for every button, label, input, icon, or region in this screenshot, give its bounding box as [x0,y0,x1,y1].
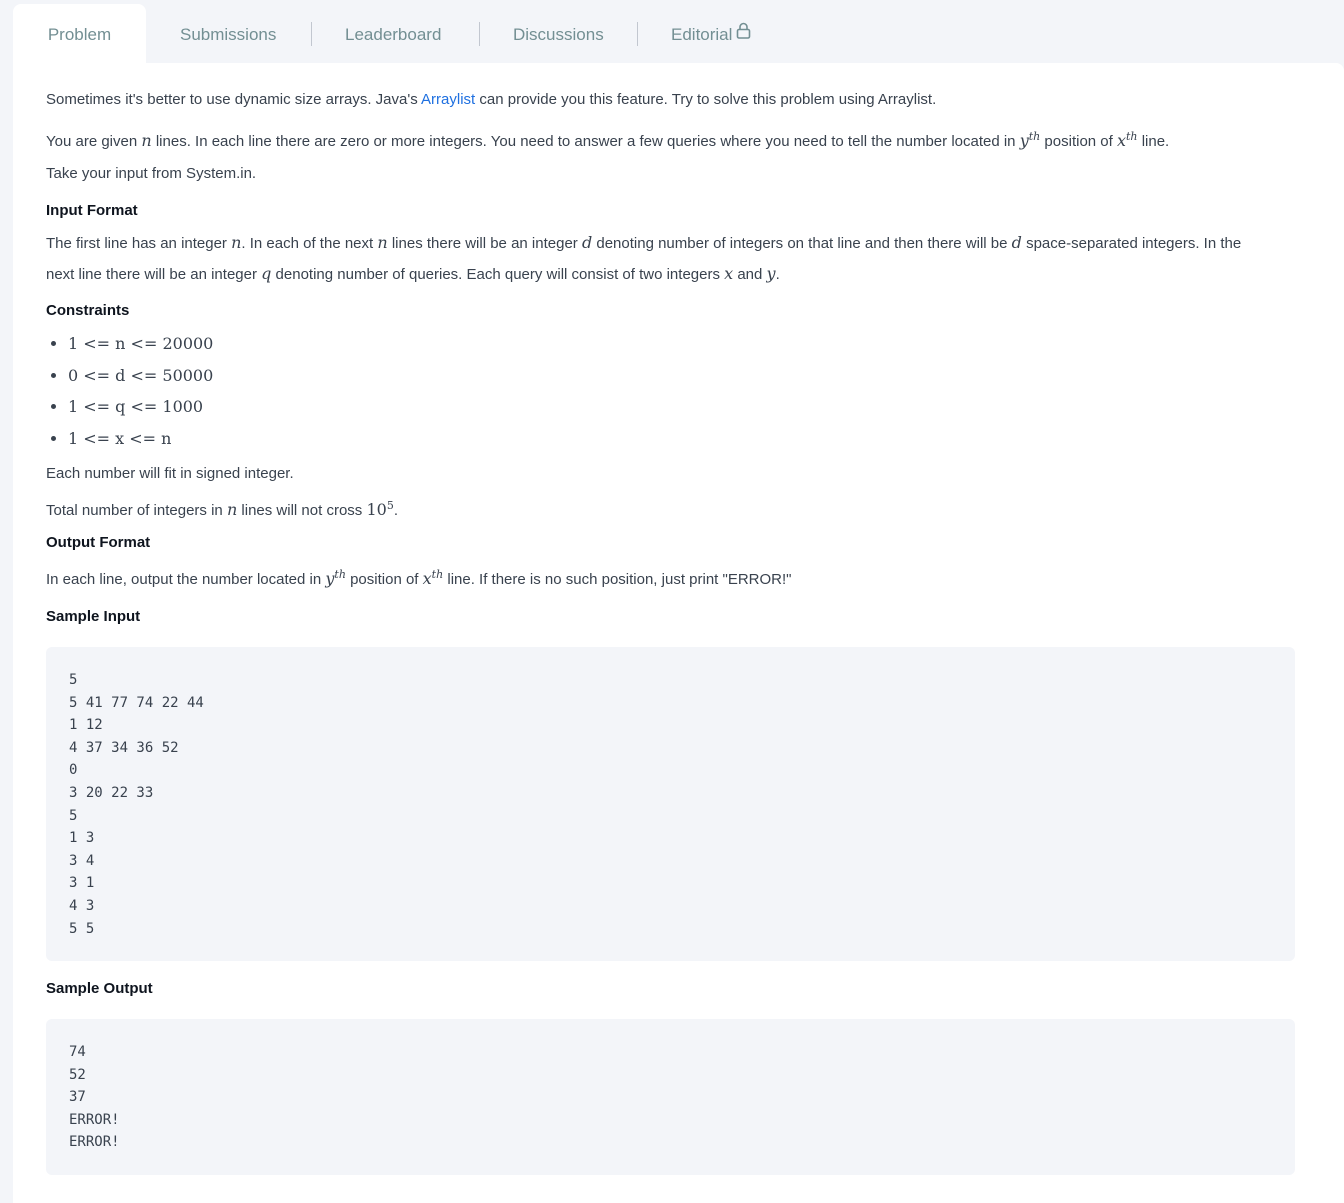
input-format-heading: Input Format [46,202,138,219]
tab-editorial-label[interactable]: Editorial [671,25,733,44]
sample-output-heading: Sample Output [46,980,153,997]
tab-submissions[interactable]: Submissions [180,25,277,44]
problem-page [13,4,1344,1151]
tab-leaderboard[interactable]: Leaderboard [345,25,442,44]
tab-divider [637,22,638,46]
input-format-line-2: next line there will be an integer q denoting number of queries. Each query will consist of two integers x and y. [46,264,780,283]
output-format-heading: Output Format [46,534,151,551]
tab-editorial[interactable] [671,4,751,63]
sample-input-block [46,647,1295,961]
sample-output-block [46,1019,1295,1175]
problem-statement-card [13,63,1344,1203]
intro-paragraph: Sometimes it's better to use dynamic size arrays. Java's Arraylist can provide you this feature. Try to solve this problem using Arraylist. [46,91,937,108]
tab-discussions[interactable]: Discussions [513,25,604,44]
arraylist-link[interactable]: Arraylist [421,91,476,108]
total-integers-note: Total number of integers in n lines will not cross $10^5$. [46,499,398,519]
lock-icon [736,3,751,65]
integer-fit-note: Each number will fit in signed integer. [46,465,294,482]
sample-input-code: 5 5 41 77 74 22 44 1 12 4 37 34 36 52 0 3 20 22 33 5 1 3 3 4 3 1 4 3 5 5 [69,672,204,937]
constraints-heading: Constraints [46,302,130,319]
sample-input-heading: Sample Input [46,608,141,625]
list-item: • 1 <= q <= 1000 [68,396,213,428]
tab-divider [311,22,312,46]
output-format-description: In each line, output the number located in $y^{th}$ position of $x^{th}$ line. If there is no such position, just print "ERROR!" [46,568,792,588]
input-source-note: Take your input from System.in. [46,165,257,182]
tab-bar [13,4,1344,63]
list-item: • 0 <= d <= 50000 [68,365,213,397]
input-format-line-1: The first line has an integer n. In each of the next n lines there will be an integer d denoting number of integers on that line and then there will be d space-separated integers. In the [46,233,1242,252]
list-item: • 1 <= n <= 20000 [68,333,213,365]
tab-problem[interactable]: Problem [13,4,146,63]
sample-output-code: 74 52 37 ERROR! ERROR! [69,1044,120,1151]
constraints-list [46,333,213,459]
list-item: • 1 <= x <= n [68,428,213,460]
problem-description: You are given n lines. In each line there are zero or more integers. You need to answer a few queries where you need to tell the number located in $y^{th}$ position of $x^{th}$ line. [46,130,1170,150]
tab-divider [479,22,480,46]
